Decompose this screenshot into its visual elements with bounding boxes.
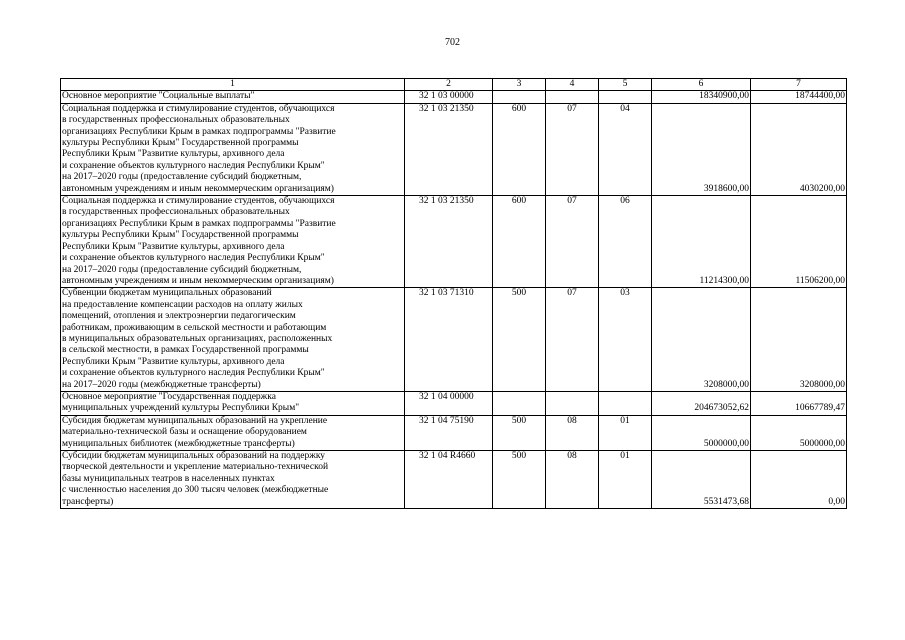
target-code-cell: 32 1 04 75190 xyxy=(405,415,493,450)
expense-name-cell: Основное мероприятие "Социальные выплаты" xyxy=(61,91,405,103)
column-header-6: 6 xyxy=(652,79,751,91)
section-cell xyxy=(546,91,599,103)
section-cell: 07 xyxy=(546,103,599,195)
column-header-2: 2 xyxy=(405,79,493,91)
expense-name-cell: Основное мероприятие "Государственная поддержка муниципальных учреждений культуры Республики Крым" xyxy=(61,391,405,415)
expense-type-cell xyxy=(493,91,546,103)
subsection-cell: 03 xyxy=(599,288,652,392)
section-cell xyxy=(546,391,599,415)
subsection-cell: 04 xyxy=(599,103,652,195)
table-row xyxy=(61,391,847,415)
expense-name-cell: Субсидия бюджетам муниципальных образований на укрепление материально-технической базы и оснащение оборудованием муниципальных библиотек (межбюджетные трансферты) xyxy=(61,415,405,450)
amount-year2-cell: 3208000,00 xyxy=(751,288,847,392)
amount-year1-cell: 5000000,00 xyxy=(652,415,751,450)
column-header-1: 1 xyxy=(61,79,405,91)
table-header-row xyxy=(61,79,847,91)
subsection-cell xyxy=(599,391,652,415)
expense-type-cell: 500 xyxy=(493,451,546,509)
subsection-cell: 06 xyxy=(599,196,652,288)
expense-type-cell: 600 xyxy=(493,103,546,195)
subsection-cell xyxy=(599,91,652,103)
table-row xyxy=(61,103,847,195)
target-code-cell: 32 1 03 00000 xyxy=(405,91,493,103)
expense-name-cell: Субсидии бюджетам муниципальных образований на поддержку творческой деятельности и укрепление материально-технической базы муниципальных театров в населенных пунктах с численностью населения до 300 тысяч человек (межбюджетные трансферты) xyxy=(61,451,405,509)
amount-year2-cell: 18744400,00 xyxy=(751,91,847,103)
table-row xyxy=(61,451,847,509)
expense-type-cell xyxy=(493,391,546,415)
amount-year1-cell: 3208000,00 xyxy=(652,288,751,392)
expense-name-cell: Социальная поддержка и стимулирование студентов, обучающихся в государственных профессиональных образовательных организациях Республики Крым в рамках подпрограммы "Развитие культуры Республики Крым" Государственной программы Республики Крым "Развитие культуры, архивного дела и сохранение объектов культурного наследия Республики Крым" на 2017–2020 годы (предоставление субсидий бюджетным, автономным учреждениям и иным некоммерческим организациям) xyxy=(61,196,405,288)
subsection-cell: 01 xyxy=(599,415,652,450)
section-cell: 08 xyxy=(546,415,599,450)
amount-year2-cell: 10667789,47 xyxy=(751,391,847,415)
column-header-4: 4 xyxy=(546,79,599,91)
amount-year1-cell: 18340900,00 xyxy=(652,91,751,103)
budget-table xyxy=(60,78,847,509)
page-number: 702 xyxy=(445,37,460,48)
table-row xyxy=(61,288,847,392)
amount-year2-cell: 4030200,00 xyxy=(751,103,847,195)
section-cell: 07 xyxy=(546,288,599,392)
subsection-cell: 01 xyxy=(599,451,652,509)
target-code-cell: 32 1 04 R4660 xyxy=(405,451,493,509)
target-code-cell: 32 1 03 21350 xyxy=(405,103,493,195)
table-row xyxy=(61,196,847,288)
table-row xyxy=(61,91,847,103)
amount-year2-cell: 5000000,00 xyxy=(751,415,847,450)
expense-type-cell: 500 xyxy=(493,288,546,392)
target-code-cell: 32 1 04 00000 xyxy=(405,391,493,415)
target-code-cell: 32 1 03 71310 xyxy=(405,288,493,392)
section-cell: 08 xyxy=(546,451,599,509)
amount-year2-cell: 0,00 xyxy=(751,451,847,509)
section-cell: 07 xyxy=(546,196,599,288)
amount-year2-cell: 11506200,00 xyxy=(751,196,847,288)
column-header-3: 3 xyxy=(493,79,546,91)
amount-year1-cell: 11214300,00 xyxy=(652,196,751,288)
expense-name-cell: Субвенции бюджетам муниципальных образований на предоставление компенсации расходов на оплату жилых помещений, отопления и электроэнергии педагогическим работникам, проживающим в сельской местности и работающим в муниципальных образовательных организациях, расположенных в сельской местности, в рамках Государственной программы Республики Крым "Развитие культуры, архивного дела и сохранение объектов культурного наследия Республики Крым" на 2017–2020 годы (межбюджетные трансферты) xyxy=(61,288,405,392)
table-row xyxy=(61,415,847,450)
column-header-7: 7 xyxy=(751,79,847,91)
amount-year1-cell: 3918600,00 xyxy=(652,103,751,195)
amount-year1-cell: 5531473,68 xyxy=(652,451,751,509)
expense-type-cell: 600 xyxy=(493,196,546,288)
column-header-5: 5 xyxy=(599,79,652,91)
amount-year1-cell: 204673052,62 xyxy=(652,391,751,415)
target-code-cell: 32 1 03 21350 xyxy=(405,196,493,288)
expense-type-cell: 500 xyxy=(493,415,546,450)
expense-name-cell: Социальная поддержка и стимулирование студентов, обучающихся в государственных профессиональных образовательных организациях Республики Крым в рамках подпрограммы "Развитие культуры Республики Крым" Государственной программы Республики Крым "Развитие культуры, архивного дела и сохранение объектов культурного наследия Республики Крым" на 2017–2020 годы (предоставление субсидий бюджетным, автономным учреждениям и иным некоммерческим организациям) xyxy=(61,103,405,195)
